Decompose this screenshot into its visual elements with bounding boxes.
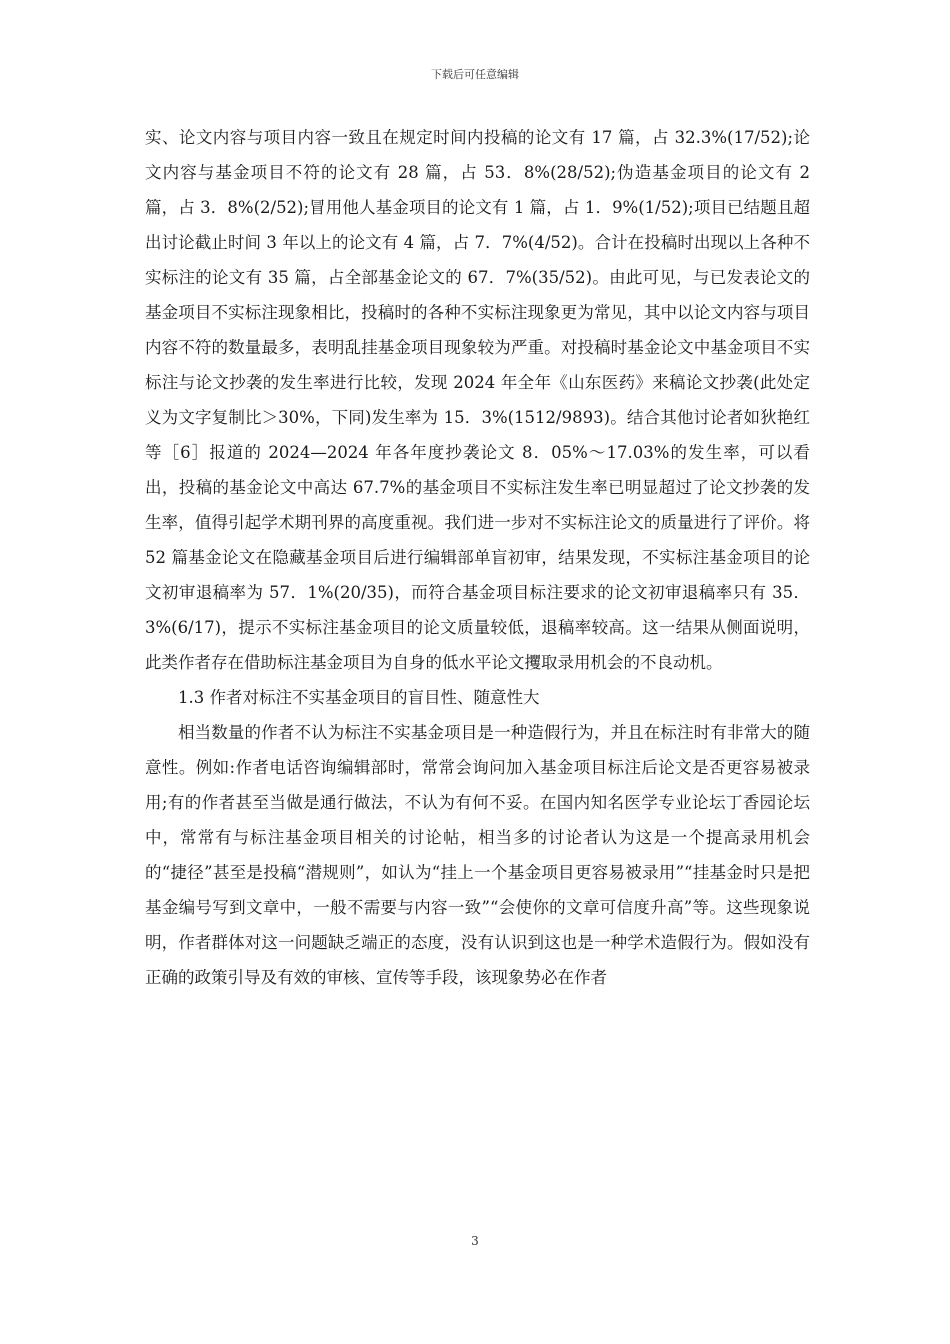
paragraph-authors-attitude: 相当数量的作者不认为标注不实基金项目是一种造假行为，并且在标注时有非常大的随意性。例如:作者电话咨询编辑部时，常常会询问加入基金项目标注后论文是否更容易被录用;有的作者甚至当做是通行做法，不认为有何不妥。在国内知名医学专业论坛丁香园论坛中，常常有与标注基金项目相关的讨论帖，相当多的讨论者认为这是一个提高录用机会的“捷径”甚至是投稿“潜规则”，如认为“挂上一个基金项目更容易被录用”“挂基金时只是把基金编号写到文章中，一般不需要与内容一致”“会使你的文章可信度升高”等。这些现象说明，作者群体对这一问题缺乏端正的态度，没有认识到这也是一种学术造假行为。假如没有正确的政策引导及有效的审核、宣传等手段，该现象势必在作者 xyxy=(145,723,810,987)
section-heading: 1.3 作者对标注不实基金项目的盲目性、随意性大 xyxy=(178,688,540,707)
page-header: 下载后可任意编辑 xyxy=(431,68,519,81)
page-number: 3 xyxy=(471,1234,479,1248)
body-text xyxy=(145,120,810,995)
paragraph-continuation: 实、论文内容与项目内容一致且在规定时间内投稿的论文有 17 篇，占 32.3%(17/52);论文内容与基金项目不符的论文有 28 篇，占 53．8%(28/52);伪造基金项目的论文有 2 篇，占 3．8%(2/52);冒用他人基金项目的论文有 1 篇，占 1．9%(1/52);项目已结题且超出讨论截止时间 3 年以上的论文有 4 篇，占 7．7%(4/52)。合计在投稿时出现以上各种不实标注的论文有 35 篇，占全部基金论文的 67．7%(35/52)。由此可见，与已发表论文的基金项目不实标注现象相比，投稿时的各种不实标注现象更为常见，其中以论文内容与项目内容不符的数量最多，表明乱挂基金项目现象较为严重。对投稿时基金论文中基金项目不实标注与论文抄袭的发生率进行比较，发现 2024 年全年《山东医药》来稿论文抄袭(此处定义为文字复制比＞30%，下同)发生率为 15．3%(1512/9893)。结合其他讨论者如狄艳红等［6］报道的 2024—2024 年各年度抄袭论文 8．05%～17.03%的发生率，可以看出，投稿的基金论文中高达 67.7%的基金项目不实标注发生率已明显超过了论文抄袭的发生率，值得引起学术期刊界的高度重视。我们进一步对不实标注论文的质量进行了评价。将 52 篇基金论文在隐藏基金项目后进行编辑部单盲初审，结果发现，不实标注基金项目的论文初审退稿率为 57．1%(20/35)，而符合基金项目标注要求的论文初审退稿率只有 35．3%(6/17)，提示不实标注基金项目的论文质量较低，退稿率较高。这一结果从侧面说明，此类作者存在借助标注基金项目为自身的低水平论文攫取录用机会的不良动机。 xyxy=(145,128,810,672)
